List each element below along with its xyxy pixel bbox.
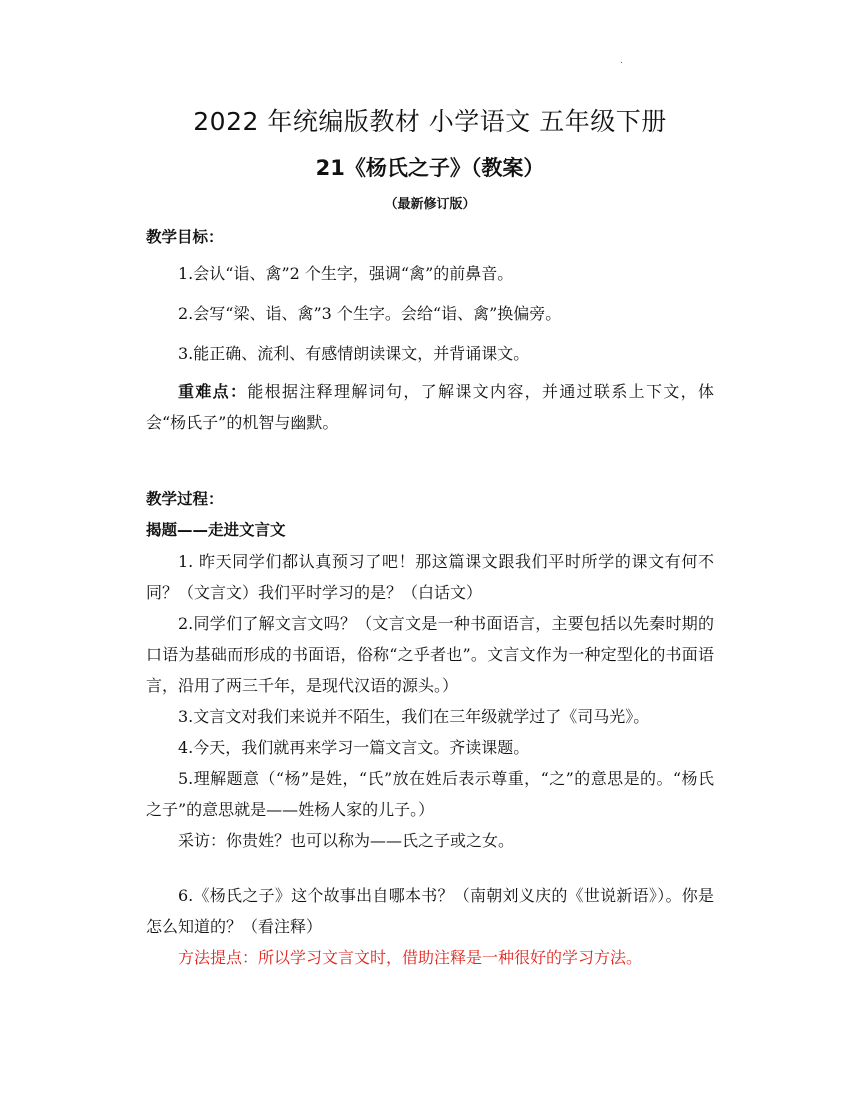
process-paragraph: 5.理解题意（“杨”是姓，“氏”放在姓后表示尊重，“之”的意思是的。“杨氏之子”的意思就是——姓杨人家的儿子。）	[146, 769, 714, 819]
method-tip: 方法提点：所以学习文言文时，借助注释是一种很好的学习方法。	[178, 948, 643, 967]
process-paragraph: 3.文言文对我们来说并不陌生，我们在三年级就学过了《司马光》。	[178, 707, 650, 726]
objective-item: 2.会写“梁、诣、禽”3 个生字。会给“诣、禽”换偏旁。	[178, 304, 562, 323]
process-paragraph: 6.《杨氏之子》这个故事出自哪本书？（南朝刘义庆的《世说新语》）。你是怎么知道的？（看注释）	[146, 886, 714, 936]
key-points-text: 能根据注释理解词句，了解课文内容，并通过联系上下文，体会“杨氏子”的机智与幽默。	[146, 382, 714, 432]
process-paragraph: 1. 昨天同学们都认真预习了吧！那这篇课文跟我们平时所学的课文有何不同？（文言文）我们平时学习的是？（白话文）	[146, 552, 714, 602]
objective-item: 3.能正确、流利、有感情朗读课文，并背诵课文。	[178, 344, 530, 363]
objective-item: 1.会认“诣、禽”2 个生字，强调“禽”的前鼻音。	[178, 264, 514, 283]
lesson-title: 21《杨氏之子》（教案）	[315, 156, 545, 180]
main-title: 2022 年统编版教材 小学语文 五年级下册	[193, 107, 667, 136]
process-paragraph: 采访：你贵姓？也可以称为——氏之子或之女。	[178, 831, 515, 850]
lesson-content	[146, 222, 714, 973]
process-paragraph: 4.今天，我们就再来学习一篇文言文。齐读课题。	[178, 738, 530, 757]
key-points	[146, 376, 714, 438]
section-title: 揭题——走进文言文	[146, 521, 286, 539]
key-points-label: 重难点：	[178, 382, 248, 401]
process-paragraph: 2.同学们了解文言文吗？（文言文是一种书面语言，主要包括以先秦时期的口语为基础而形成的书面语，俗称“之乎者也”。文言文作为一种定型化的书面语言，沿用了两三千年，是现代汉语的源头。）	[146, 614, 714, 695]
edition-label: （最新修订版）	[384, 197, 476, 212]
page-dot: .	[620, 56, 623, 66]
objectives-heading: 教学目标：	[146, 228, 224, 246]
process-heading: 教学过程：	[146, 490, 224, 508]
